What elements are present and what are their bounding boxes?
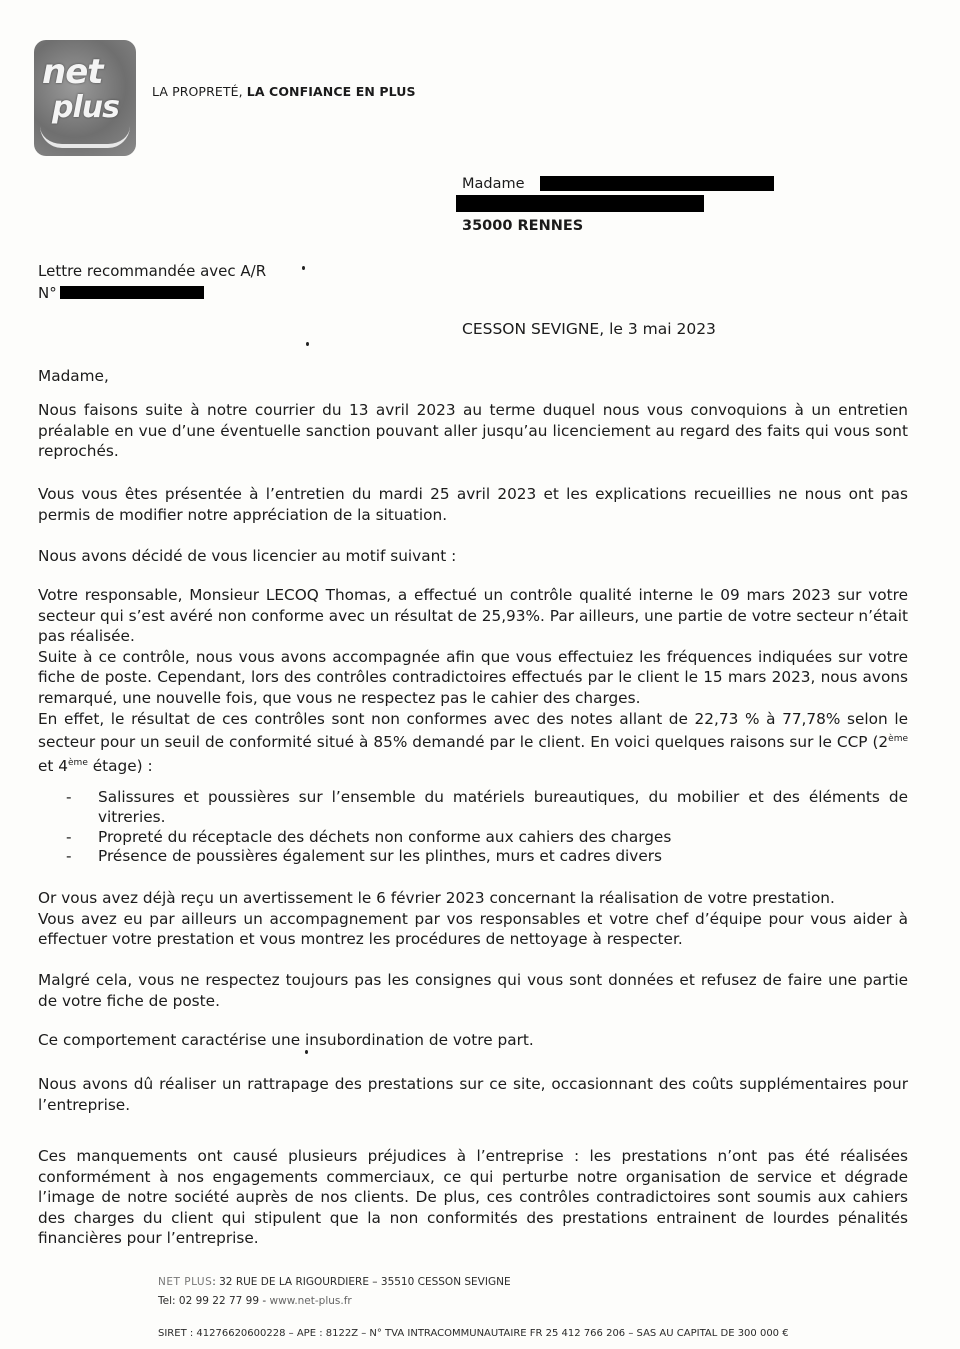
logo-word-net: net xyxy=(42,52,103,92)
support-line: Vous avez eu par ailleurs un accompagnement par vos responsables et votre chef d’équipe pour vous aider à effectuer votre prestation et vous montrez les procédures de nettoyage à respecter. xyxy=(38,909,908,949)
paragraph-catchup: Nous avons dû réaliser un rattrapage des prestations sur ce site, occasionnant des coûts supplémentaires pour l’entreprise. xyxy=(38,1075,908,1114)
net-plus-logo xyxy=(34,40,136,156)
bullet-dash: - xyxy=(66,847,72,866)
footer-address-text: : 32 RUE DE LA RIGOURDIERE – 35510 CESSON SEVIGNE xyxy=(212,1276,511,1288)
recipient-city: 35000 RENNES xyxy=(462,218,584,234)
logo-word-plus: plus xyxy=(52,90,119,125)
tagline-light: LA PROPRETÉ, xyxy=(152,84,243,99)
footer-contact xyxy=(158,1295,352,1307)
list-item-text: Présence de poussières également sur les plinthes, murs et cadres divers xyxy=(98,847,663,866)
paragraph-noncompliance: Malgré cela, vous ne respectez toujours pas les consignes qui vous sont données et refusez de faire une partie de votre fiche de poste. xyxy=(38,971,908,1010)
footer-tel: Tel: 02 99 22 77 99 - xyxy=(158,1295,267,1307)
motive-control: Votre responsable, Monsieur LECOQ Thomas, a effectué un contrôle qualité interne le 09 mars 2023 sur votre secteur qui s’est avéré non conforme avec un résultat de 25,93%. Par ailleurs, une partie de votre secteur n’était pas réalisée. xyxy=(38,586,908,646)
redaction-bar-street xyxy=(456,195,704,212)
paragraph-warning xyxy=(38,888,908,950)
letter-date: CESSON SEVIGNE, le 3 mai 2023 xyxy=(462,320,716,338)
logo-swoosh-icon xyxy=(40,126,130,148)
paragraph-motive xyxy=(38,585,908,777)
footer-address xyxy=(158,1276,511,1288)
recipient-title: Madame xyxy=(462,176,525,192)
paragraph-insubordination: Ce comportement caractérise une insubordination de votre part. xyxy=(38,1031,534,1049)
registered-number-label: N° xyxy=(38,284,57,302)
company-tagline xyxy=(152,84,416,99)
salutation: Madame, xyxy=(38,367,109,385)
list-item-text: Salissures et poussières sur l’ensemble du matériels bureautiques, du mobilier et des éléments de vitreries. xyxy=(98,788,908,826)
footer-website: www.net-plus.fr xyxy=(269,1295,352,1307)
redaction-bar-number xyxy=(60,286,204,299)
tagline-bold: LA CONFIANCE EN PLUS xyxy=(246,84,416,99)
registered-mail-line: Lettre recommandée avec A/R xyxy=(38,262,267,280)
reasons-list xyxy=(66,788,908,867)
motive-results: En effet, le résultat de ces contrôles sont non conformes avec des notes allant de 22,73 % à 77,78% selon le secteur pour un seuil de conformité situé à 85% demandé par le client. En voici quelques raisons sur le CCP (2ème et 4ème étage) : xyxy=(38,709,908,775)
paragraph-decision: Nous avons décidé de vous licencier au motif suivant : xyxy=(38,547,457,565)
bullet-dash: - xyxy=(66,827,72,846)
list-item-text: Propreté du réceptacle des déchets non conforme aux cahiers des charges xyxy=(98,827,672,846)
footer-legal: SIRET : 41276620600228 – APE : 8122Z – N° TVA INTRACOMMUNAUTAIRE FR 25 412 766 206 – SAS AU CAPITAL DE 300 000 € xyxy=(158,1328,789,1339)
ink-speck xyxy=(306,342,309,346)
list-item xyxy=(66,847,908,867)
warning-line: Or vous avez déjà reçu un avertissement le 6 février 2023 concernant la réalisation de votre prestation. xyxy=(38,889,835,907)
motive-followup: Suite à ce contrôle, nous vous avons accompagnée afin que vous effectuiez les fréquences indiquées sur votre fiche de poste. Cependant, lors des contrôles contradictoires effectués par le client le 15 mars 2023, nous avons remarqué, une nouvelle fois, que vous ne respectez pas le cahier des charges. xyxy=(38,647,908,707)
ink-speck xyxy=(302,266,305,270)
redaction-bar-name xyxy=(540,176,774,191)
footer-brand: NET PLUS xyxy=(158,1276,213,1288)
paragraph-convocation: Nous faisons suite à notre courrier du 13 avril 2023 au terme duquel nous vous convoquions à un entretien préalable en vue d’une éventuelle sanction pouvant aller jusqu’au licenciement au regard des faits qui vous sont reprochés. xyxy=(38,401,908,461)
list-item xyxy=(66,788,908,828)
paragraph-prejudice: Ces manquements ont causé plusieurs préjudices à l’entreprise : les prestations n’ont pas été réalisées conformément à nos engagements commerciaux, ce qui perturbe notre organisation de service et dégrade l’image de notre société auprès de nos clients. De plus, ces contrôles contradictoires sont soumis aux cahiers des charges du client qui stipulent que la non conformités des prestations entrainent de lourdes pénalités financières pour l’entreprise. xyxy=(38,1147,908,1248)
ink-speck xyxy=(305,1050,308,1054)
list-item xyxy=(66,828,908,848)
bullet-dash: - xyxy=(66,788,72,806)
paragraph-interview: Vous vous êtes présentée à l’entretien du mardi 25 avril 2023 et les explications recueillies ne nous ont pas permis de modifier notre appréciation de la situation. xyxy=(38,485,908,524)
